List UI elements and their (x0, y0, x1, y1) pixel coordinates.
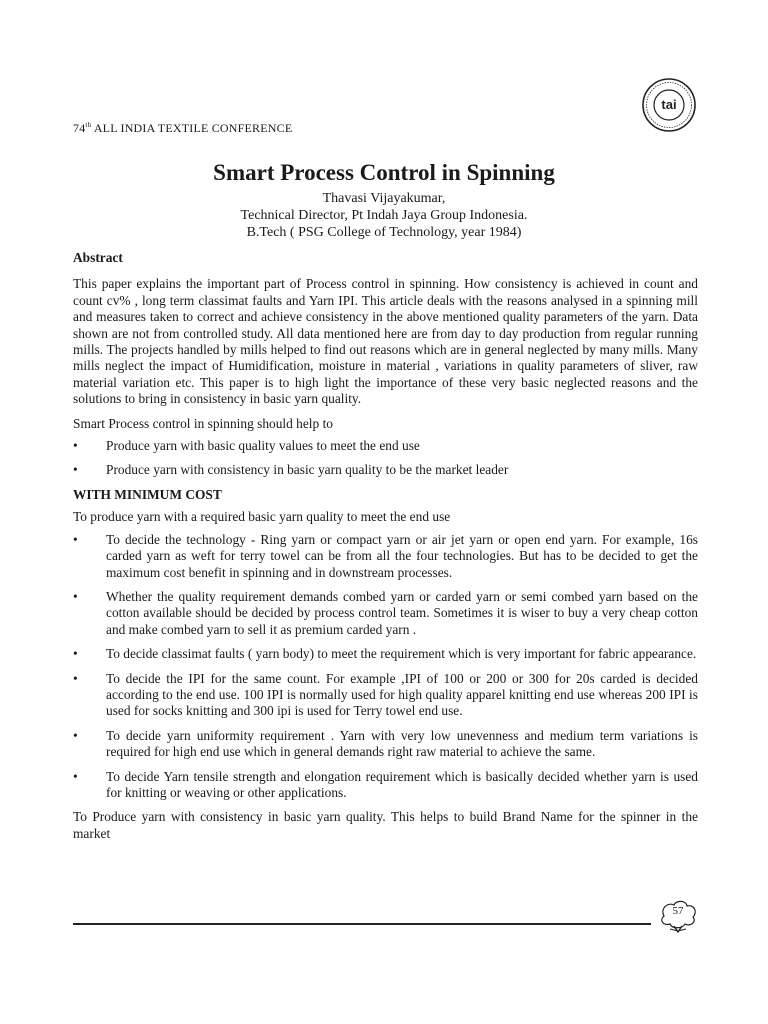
list-item-text: To decide classimat faults ( yarn body) to meet the requirement which is very important for fabric appearance. (106, 646, 697, 662)
list-item (73, 646, 698, 662)
bullet-icon: • (73, 670, 78, 686)
paper-title: Smart Process Control in Spinning (213, 160, 555, 185)
list-item-text: To decide the IPI for the same count. For example ,IPI of 100 or 200 or 300 for 20s carded is decided according to the end use. 100 IPI is normally used for high quality apparel knitting end use whereas 200 IPI is used for socks knitting and 300 ipi is used for Terry towel end use. (106, 670, 698, 719)
list-item (73, 671, 698, 720)
conference-name: ALL INDIA TEXTILE CONFERENCE (93, 121, 293, 135)
list-item (73, 462, 698, 478)
smart-intro: Smart Process control in spinning should help to (73, 415, 333, 431)
abstract-paragraph: This paper explains the important part of Process control in spinning. How consistency is achieved in count and count cv% , long term classimat faults and Yarn IPI. This article deals with the reasons analysed in a spinning mill and measures taken to correct and achieve consistency in the above mentioned quality parameters of the yarn. Data shown are not from controlled study. All data mentioned here are from day to day production from regular running mills. The projects handled by mills helped to find out reasons which are in general neglected by many mills. Many mills neglect the impact of Humidification, moisture in material , variations in quality parameters of sliver, raw material variation etc. This paper is to high light the importance of these very basic neglected reasons and the solutions to bring in consistency in basic yarn quality. (73, 276, 698, 407)
author-education: B.Tech ( PSG College of Technology, year 1984) (246, 225, 522, 240)
conference-header (73, 121, 292, 136)
list-item-text: To decide Yarn tensile strength and elongation requirement which is basically decided whether yarn is used for knitting or weaving or other applications. (106, 768, 698, 800)
closing-paragraph: To Produce yarn with consistency in basic yarn quality. This helps to build Brand Name for the spinner in the market (73, 809, 698, 841)
smart-bullet-list (73, 438, 698, 479)
bullet-icon: • (73, 531, 78, 547)
list-item-text: Produce yarn with consistency in basic yarn quality to be the market leader (106, 462, 509, 478)
bullet-icon: • (73, 462, 78, 478)
min-cost-heading: WITH MINIMUM COST (73, 486, 222, 502)
bullet-icon: • (73, 588, 78, 604)
list-item (73, 532, 698, 581)
list-item-text: To decide the technology - Ring yarn or compact yarn or air jet yarn or open end yarn. For example, 16s carded yarn as weft for terry towel can be from all the four technologies. But has to be decided to get the maximum cost benefit in spinning and in downstream processes. (106, 531, 698, 580)
tai-logo-icon (640, 76, 698, 134)
abstract-heading: Abstract (73, 250, 123, 265)
author-name: Thavasi Vijayakumar, (322, 191, 446, 206)
page-number: 57 (672, 905, 684, 917)
footer-divider (73, 923, 651, 925)
list-item-text: Produce yarn with basic quality values to meet the end use (106, 438, 420, 454)
min-cost-intro: To produce yarn with a required basic yarn quality to meet the end use (73, 509, 451, 525)
list-item-text: Whether the quality requirement demands combed yarn or carded yarn or semi combed yarn based on the cotton available should be decided by process control team. Sometimes it is wiser to buy a very cheap cotton and make combed yarn to sell it as premium carded yarn . (106, 588, 698, 637)
paper-body (73, 250, 698, 850)
conference-number-suffix: th (85, 121, 92, 129)
author-block (0, 190, 768, 241)
list-item (73, 769, 698, 802)
min-cost-bullet-list (73, 532, 698, 802)
list-item (73, 438, 698, 454)
author-position: Technical Director, Pt Indah Jaya Group Indonesia. (240, 208, 528, 223)
bullet-icon: • (73, 727, 78, 743)
bullet-icon: • (73, 768, 78, 784)
list-item (73, 728, 698, 761)
conference-number: 74 (73, 121, 86, 135)
list-item-text: To decide yarn uniformity requirement . Yarn with very low unevenness and medium term variations is required for high end use which in general demands right raw material to achieve the same. (106, 727, 698, 760)
logo-text: tai (661, 97, 677, 112)
bullet-icon: • (73, 646, 78, 662)
list-item (73, 589, 698, 638)
bullet-icon: • (73, 438, 78, 454)
